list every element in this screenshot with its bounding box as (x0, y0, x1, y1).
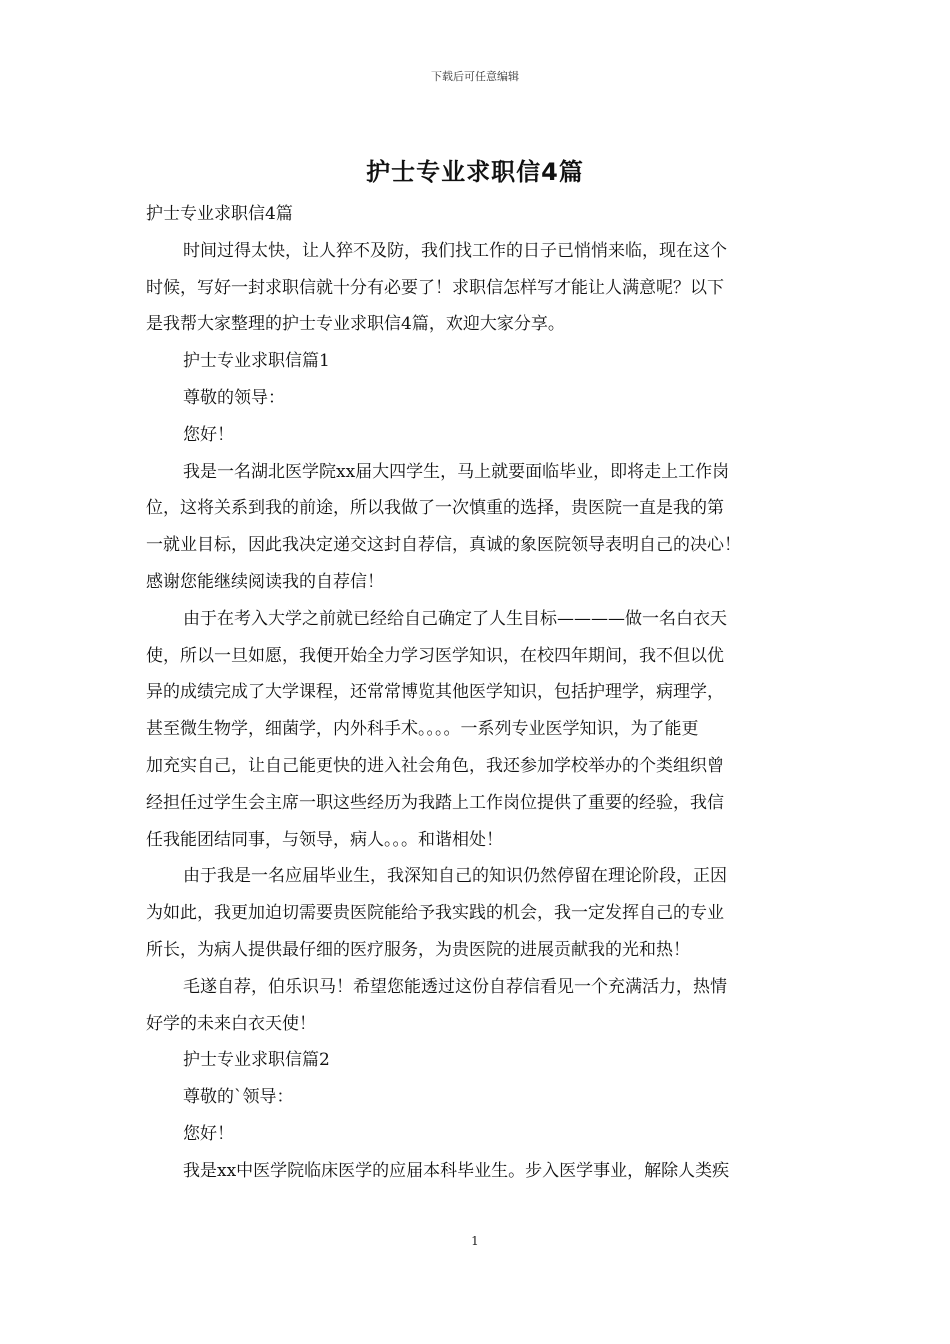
text-line: 护士专业求职信4篇 (146, 204, 293, 224)
text-line: 您好！ (183, 424, 234, 445)
text-line: 是我帮大家整理的护士专业求职信4篇，欢迎大家分享。 (146, 314, 565, 335)
text-line: 时间过得太快，让人猝不及防，我们找工作的日子已悄悄来临，现在这个 (183, 240, 727, 261)
text-line: 由于在考入大学之前就已经给自己确定了人生目标————做一名白衣天 (183, 608, 727, 629)
text-line: 感谢您能继续阅读我的自荐信！ (146, 571, 384, 592)
text-line: 我是xx中医学院临床医学的应届本科毕业生。步入医学事业，解除人类疾 (183, 1160, 730, 1181)
page-number: 1 (471, 1234, 479, 1248)
text-line: 甚至微生物学，细菌学，内外科手术。。。。一系列专业医学知识，为了能更 (146, 719, 699, 740)
document-body (146, 196, 810, 1190)
text-line: 时候，写好一封求职信就十分有必要了！求职信怎样写才能让人满意呢？以下 (146, 277, 724, 298)
text-line: 为如此，我更加迫切需要贵医院能给予我实践的机会，我一定发挥自己的专业 (146, 903, 724, 924)
text-line: 好学的未来白衣天使！ (146, 1013, 316, 1034)
text-line: 我是一名湖北医学院xx届大四学生，马上就要面临毕业，即将走上工作岗 (183, 461, 730, 482)
text-line: 任我能团结同事，与领导，病人。。。和谐相处！ (146, 829, 503, 850)
document-title: 护士专业求职信4篇 (366, 158, 584, 186)
text-line: 尊敬的`领导： (183, 1087, 294, 1108)
text-line: 毛遂自荐，伯乐识马！希望您能透过这份自荐信看见一个充满活力，热情 (183, 976, 727, 997)
text-line: 使，所以一旦如愿，我便开始全力学习医学知识，在校四年期间，我不但以优 (146, 645, 724, 666)
text-line: 位，这将关系到我的前途，所以我做了一次慎重的选择，贵医院一直是我的第 (146, 498, 724, 519)
text-line: 一就业目标，因此我决定递交这封自荐信，真诚的象医院领导表明自己的决心！ (146, 535, 741, 556)
page-header-note: 下载后可任意编辑 (431, 70, 519, 83)
text-line: 您好！ (183, 1123, 234, 1144)
text-line: 尊敬的领导： (183, 387, 285, 408)
text-line: 加充实自己，让自己能更快的进入社会角色，我还参加学校举办的个类组织曾 (146, 755, 724, 776)
text-line: 异的成绩完成了大学课程，还常常博览其他医学知识，包括护理学，病理学， (146, 682, 724, 703)
text-line: 护士专业求职信篇2 (183, 1050, 330, 1071)
text-line: 经担任过学生会主席一职这些经历为我踏上工作岗位提供了重要的经验，我信 (146, 792, 724, 813)
text-line: 由于我是一名应届毕业生，我深知自己的知识仍然停留在理论阶段，正因 (183, 866, 727, 887)
text-line: 所长，为病人提供最仔细的医疗服务，为贵医院的进展贡献我的光和热！ (146, 939, 690, 960)
text-line: 护士专业求职信篇1 (183, 351, 330, 372)
